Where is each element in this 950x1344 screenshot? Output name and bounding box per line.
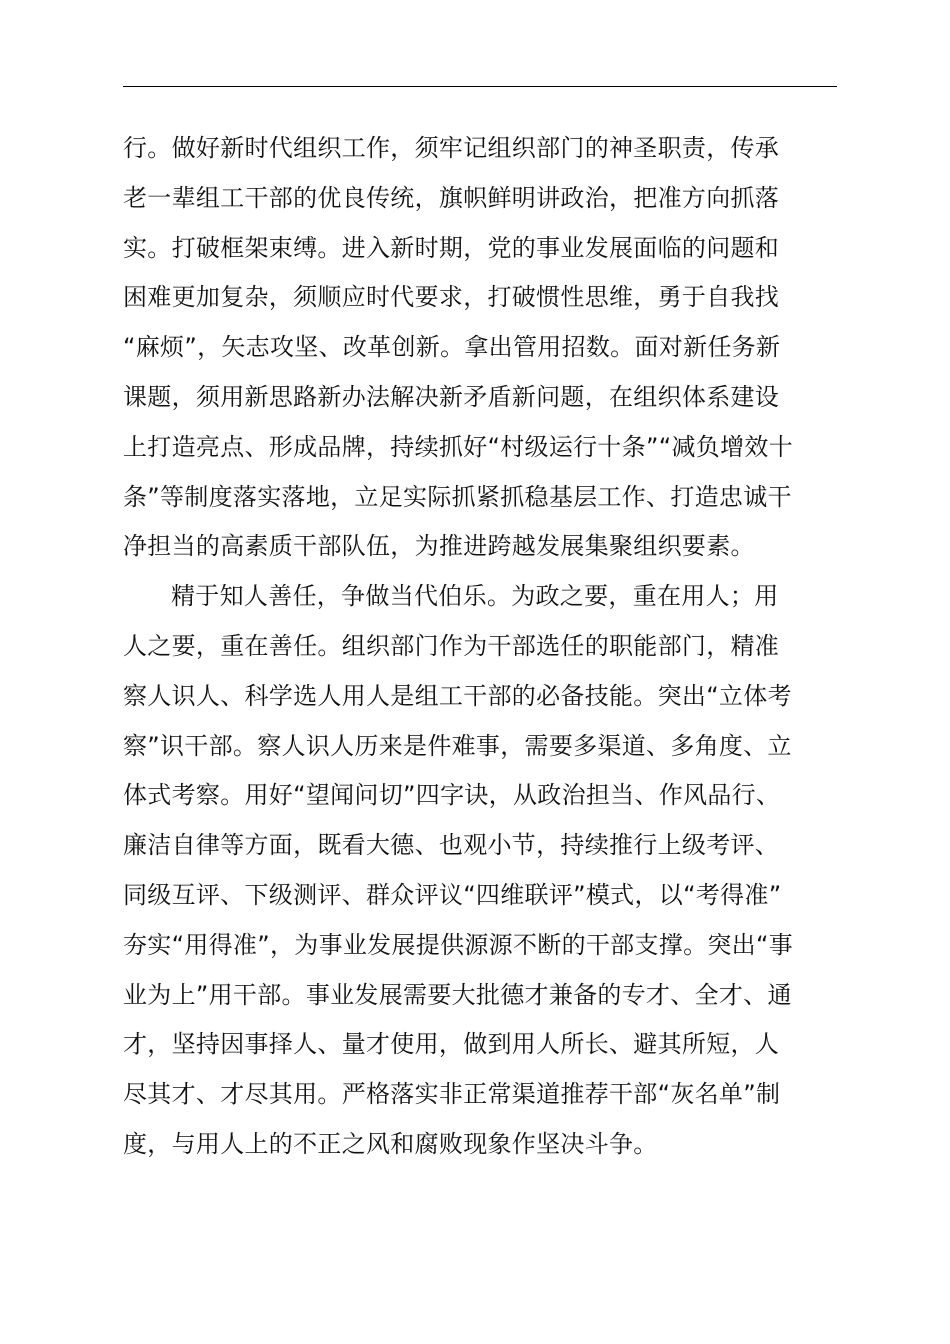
text-line: 夯实“用得准”，为事业发展提供源源不断的干部支撑。突出“事 [123,930,793,959]
text-line: 尽其才、才尽其用。严格落实非正常渠道推荐干部“灰名单”制 [123,1080,781,1109]
text-line: 实。打破框架束缚。进入新时期，党的事业发展面临的问题和 [123,233,780,262]
text-line: 净担当的高素质干部队伍，为推进跨越发展集聚组织要素。 [123,532,755,561]
text-line: 精于知人善任，争做当代伯乐。为政之要，重在用人；用 [171,582,779,611]
text-line: 察人识人、科学选人用人是组工干部的必备技能。突出“立体考 [123,681,792,710]
text-line: 课题，须用新思路新办法解决新矛盾新问题，在组织体系建设 [123,382,780,411]
text-line: 上打造亮点、形成品牌，持续抓好“村级运行十条”“减负增效十 [123,432,793,461]
text-line: 人之要，重在善任。组织部门作为干部选任的职能部门，精准 [123,631,780,660]
text-line: 困难更加复杂，须顺应时代要求，打破惯性思维，勇于自我找 [123,283,780,312]
text-line: 条”等制度落实落地，立足实际抓紧抓稳基层工作、打造忠诚干 [123,482,792,511]
paragraph-2 [123,572,837,1170]
body-text [123,124,837,1170]
text-line: “麻烦”，矢志攻坚、改革创新。拿出管用招数。面对新任务新 [123,333,781,362]
header-rule [123,86,837,87]
text-line: 廉洁自律等方面，既看大德、也观小节，持续推行上级考评、 [123,831,780,860]
text-line: 察”识干部。察人识人历来是件难事，需要多渠道、多角度、立 [123,731,792,760]
text-line: 体式考察。用好“望闻问切”四字诀，从政治担当、作风品行、 [123,781,781,810]
text-line: 度，与用人上的不正之风和腐败现象作坚决斗争。 [123,1129,658,1158]
paragraph-1 [123,124,837,572]
text-line: 老一辈组工干部的优良传统，旗帜鲜明讲政治，把准方向抓落 [123,183,780,212]
text-line: 行。做好新时代组织工作，须牢记组织部门的神圣职责，传承 [123,134,780,162]
text-line: 同级互评、下级测评、群众评议“四维联评”模式，以“考得准” [123,880,782,909]
text-line: 业为上”用干部。事业发展需要大批德才兼备的专才、全才、通 [123,980,792,1009]
text-line: 才，坚持因事择人、量才使用，做到用人所长、避其所短，人 [123,1030,780,1059]
